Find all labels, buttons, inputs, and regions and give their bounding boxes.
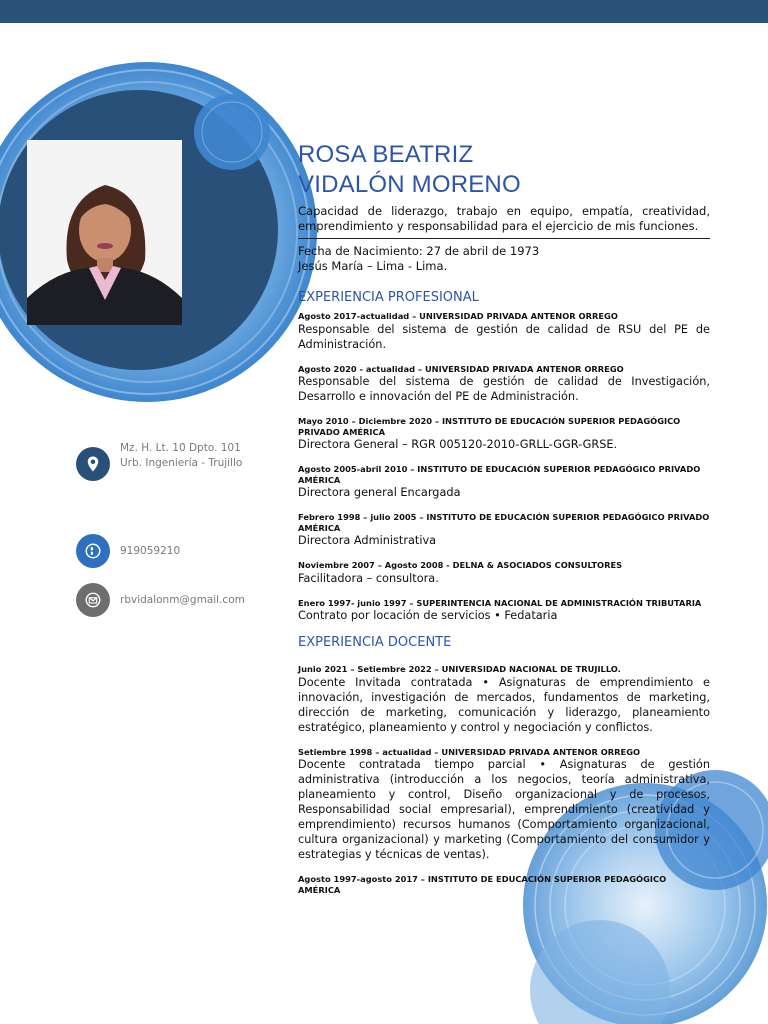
profile-summary: Capacidad de liderazgo, trabajo en equipo, empatía, creatividad, emprendimiento y responsabilidad para el ejercicio de mis funciones. <box>298 204 710 233</box>
entry-header: Noviembre 2007 – Agosto 2008 - DELNA & ASOCIADOS CONSULTORES <box>298 560 623 570</box>
entry-header: Agosto 2005-abril 2010 – INSTITUTO DE EDUCACIÓN SUPERIOR PEDAGÓGICO PRIVADO AMÉRICA <box>298 464 701 485</box>
email-address[interactable]: rbvidalonm@gmail.com <box>120 594 245 606</box>
location-pin-icon <box>76 447 110 481</box>
experience-entry <box>298 560 710 586</box>
experience-entry <box>298 416 710 452</box>
section-title-experience: EXPERIENCIA PROFESIONAL <box>298 290 479 305</box>
location: Jesús María – Lima - Lima. <box>298 259 448 273</box>
teaching-list <box>298 664 710 895</box>
birth-date: Fecha de Nacimiento: 27 de abril de 1973 <box>298 244 540 258</box>
entry-description: Directora general Encargada <box>298 486 461 499</box>
entry-description: Directora General – RGR 005120-2010-GRLL-GGR-GRSE. <box>298 438 618 451</box>
entry-header: Setiembre 1998 – actualidad – UNIVERSIDAD PRIVADA ANTENOR ORREGO <box>298 746 641 757</box>
experience-entry <box>298 311 710 352</box>
teaching-entry <box>298 664 710 735</box>
entry-header: Febrero 1998 – julio 2005 – INSTITUTO DE EDUCACIÓN SUPERIOR PEDAGÓGICO PRIVADO AMÉRICA <box>298 512 710 533</box>
mail-icon <box>76 583 110 617</box>
entry-header: Agosto 1997-agosto 2017 – INSTITUTO DE EDUCACIÓN SUPERIOR PEDAGÓGICO AMÉRICA <box>298 874 667 895</box>
divider <box>298 238 710 239</box>
entry-description: Contrato por locación de servicios • Fedataria <box>298 609 558 622</box>
teaching-entry <box>298 747 710 863</box>
experience-entry <box>298 512 710 548</box>
teaching-entry <box>298 874 710 895</box>
entry-description: Responsable del sistema de gestión de calidad de Investigación, Desarrollo e innovación del PE de Administración. <box>298 375 710 403</box>
first-name: ROSA BEATRIZ <box>298 141 474 168</box>
entry-header: Agosto 2017-actualidad – UNIVERSIDAD PRIVADA ANTENOR ORREGO <box>298 311 618 321</box>
entry-description: Docente Invitada contratada • Asignaturas de emprendimiento e innovación, investigación de mercados, fundamentos de marketing, dirección de marketing, comunicación y liderazgo, planeamiento estratégico, planeamiento y control y negociación y conflictos. <box>298 675 710 734</box>
entry-header: Enero 1997- junio 1997 – SUPERINTENCIA NACIONAL DE ADMINISTRACIÓN TRIBUTARIA <box>298 597 702 608</box>
contact-email <box>76 583 245 617</box>
entry-description: Facilitadora – consultora. <box>298 571 439 585</box>
address-line-1: Mz. H. Lt. 10 Dpto. 101 <box>120 442 241 454</box>
entry-header: Junio 2021 – Setiembre 2022 – UNIVERSIDAD NACIONAL DE TRUJILLO. <box>298 664 621 674</box>
profile-photo <box>27 140 182 325</box>
section-title-teaching: EXPERIENCIA DOCENTE <box>298 635 452 650</box>
main-column <box>298 140 710 907</box>
experience-list <box>298 311 710 623</box>
experience-entry <box>298 364 710 405</box>
entry-description: Directora Administrativa <box>298 534 437 547</box>
contact-phone <box>76 534 181 568</box>
experience-entry <box>298 464 710 500</box>
entry-header: Agosto 2020 - actualidad – UNIVERSIDAD PRIVADA ANTENOR ORREGO <box>298 363 624 374</box>
phone-icon <box>76 534 110 568</box>
phone-number[interactable]: 919059210 <box>120 545 181 557</box>
entry-header: Mayo 2010 – Diciembre 2020 – INSTITUTO DE EDUCACIÓN SUPERIOR PEDAGÓGICO PRIVADO AMÉRICA <box>298 416 681 437</box>
entry-description: Docente contratada tiempo parcial • Asignaturas de gestión administrativa (introducción a los negocios, teoría administrativa, planeamiento y control, Diseño organizacional y de procesos, Responsabilidad social empresarial), emprendimiento (creatividad y emprendimiento) recursos humanos (Comportamiento organizacional, cultura organizacional) y marketing (Comportamiento del consumidor y estrategias y técnicas de ventas). <box>298 758 710 861</box>
experience-entry <box>298 598 710 624</box>
entry-description: Responsable del sistema de gestión de calidad de RSU del PE de Administración. <box>298 322 710 351</box>
last-name: VIDALÓN MORENO <box>298 171 521 198</box>
address-line-2: Urb. Ingeniería - Trujillo <box>120 457 243 469</box>
portrait-illustration <box>27 140 182 325</box>
contact-address <box>76 442 243 481</box>
